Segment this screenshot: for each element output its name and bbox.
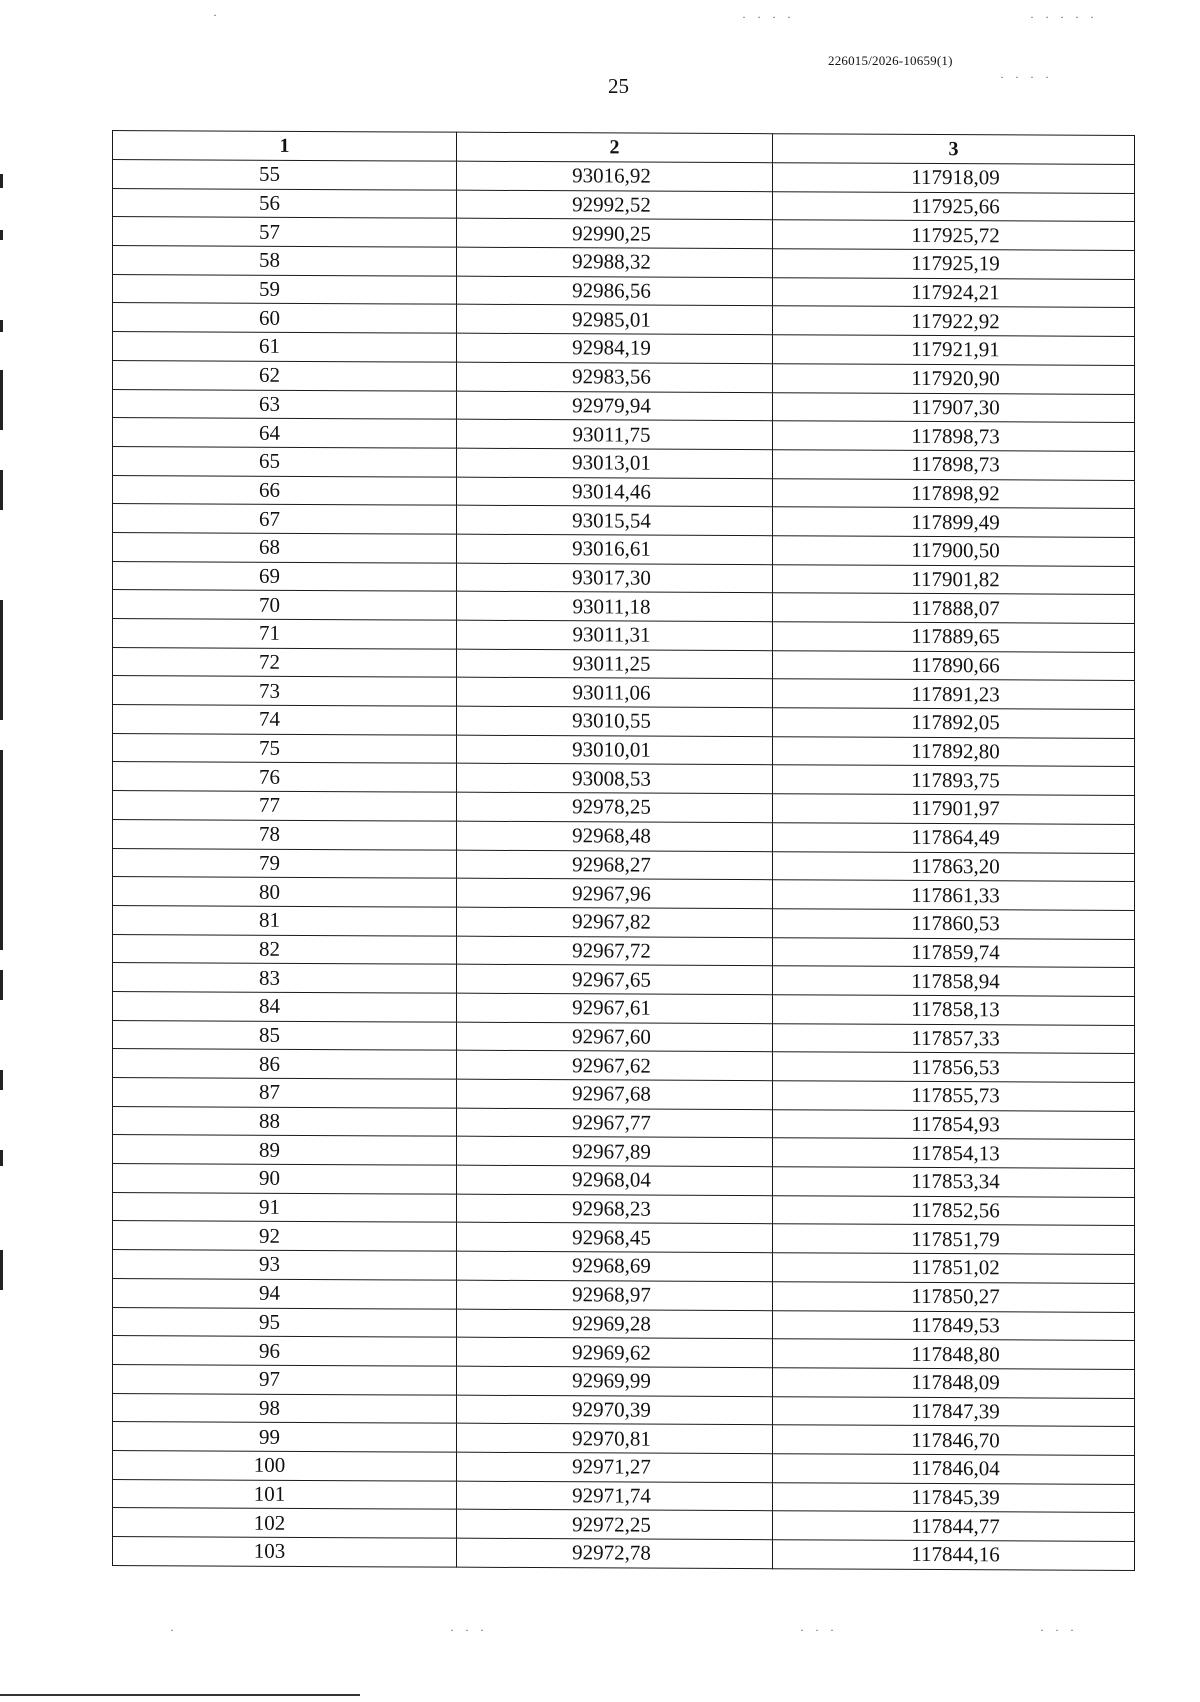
scan-speck: · · · · bbox=[1000, 70, 1053, 84]
y-coordinate-cell: 117848,09 bbox=[773, 1368, 1135, 1398]
y-coordinate-cell: 117892,80 bbox=[773, 736, 1135, 766]
x-coordinate-cell: 92967,60 bbox=[457, 1022, 773, 1052]
y-coordinate-cell: 117849,53 bbox=[773, 1310, 1135, 1340]
y-coordinate-cell: 117920,90 bbox=[773, 364, 1135, 394]
y-coordinate-cell: 117891,23 bbox=[773, 679, 1135, 709]
row-number-cell: 64 bbox=[113, 418, 457, 448]
row-number-cell: 82 bbox=[113, 934, 457, 964]
x-coordinate-cell: 92967,96 bbox=[457, 878, 773, 908]
row-number-cell: 66 bbox=[113, 475, 457, 505]
row-number-cell: 88 bbox=[113, 1106, 457, 1136]
x-coordinate-cell: 93014,46 bbox=[457, 477, 773, 507]
scan-speck: · bbox=[170, 1623, 178, 1637]
scan-speck: · bbox=[213, 8, 221, 22]
x-coordinate-cell: 92967,77 bbox=[457, 1108, 773, 1138]
row-number-cell: 95 bbox=[113, 1307, 457, 1337]
y-coordinate-cell: 117855,73 bbox=[773, 1081, 1135, 1111]
row-number-cell: 67 bbox=[113, 504, 457, 534]
y-coordinate-cell: 117851,02 bbox=[773, 1253, 1135, 1283]
row-number-cell: 90 bbox=[113, 1164, 457, 1194]
x-coordinate-cell: 92992,52 bbox=[457, 190, 773, 220]
x-coordinate-cell: 92969,62 bbox=[457, 1337, 773, 1367]
row-number-cell: 97 bbox=[113, 1364, 457, 1394]
x-coordinate-cell: 93010,55 bbox=[457, 706, 773, 736]
row-number-cell: 68 bbox=[113, 532, 457, 562]
x-coordinate-cell: 92967,62 bbox=[457, 1050, 773, 1080]
scan-speck: · · · bbox=[800, 1623, 838, 1637]
y-coordinate-cell: 117852,56 bbox=[773, 1195, 1135, 1225]
x-coordinate-cell: 93011,18 bbox=[457, 591, 773, 621]
row-number-cell: 80 bbox=[113, 877, 457, 907]
row-number-cell: 65 bbox=[113, 446, 457, 476]
x-coordinate-cell: 92967,72 bbox=[457, 936, 773, 966]
row-number-cell: 60 bbox=[113, 303, 457, 333]
y-coordinate-cell: 117854,13 bbox=[773, 1138, 1135, 1168]
row-number-cell: 73 bbox=[113, 676, 457, 706]
row-number-cell: 70 bbox=[113, 590, 457, 620]
row-number-cell: 56 bbox=[113, 188, 457, 218]
y-coordinate-cell: 117925,72 bbox=[773, 220, 1135, 250]
row-number-cell: 57 bbox=[113, 217, 457, 247]
x-coordinate-cell: 92967,68 bbox=[457, 1079, 773, 1109]
y-coordinate-cell: 117848,80 bbox=[773, 1339, 1135, 1369]
x-coordinate-cell: 92968,69 bbox=[457, 1251, 773, 1281]
y-coordinate-cell: 117890,66 bbox=[773, 650, 1135, 680]
y-coordinate-cell: 117864,49 bbox=[773, 823, 1135, 853]
x-coordinate-cell: 92969,99 bbox=[457, 1366, 773, 1396]
x-coordinate-cell: 92967,89 bbox=[457, 1137, 773, 1167]
x-coordinate-cell: 93017,30 bbox=[457, 563, 773, 593]
scan-speck: · · · · · bbox=[1030, 10, 1098, 24]
row-number-cell: 102 bbox=[113, 1508, 457, 1538]
row-number-cell: 101 bbox=[113, 1479, 457, 1509]
y-coordinate-cell: 117854,93 bbox=[773, 1109, 1135, 1139]
y-coordinate-cell: 117853,34 bbox=[773, 1167, 1135, 1197]
y-coordinate-cell: 117845,39 bbox=[773, 1482, 1135, 1512]
y-coordinate-cell: 117924,21 bbox=[773, 277, 1135, 307]
y-coordinate-cell: 117850,27 bbox=[773, 1282, 1135, 1312]
y-coordinate-cell: 117857,33 bbox=[773, 1023, 1135, 1053]
row-number-cell: 77 bbox=[113, 791, 457, 821]
y-coordinate-cell: 117901,82 bbox=[773, 564, 1135, 594]
y-coordinate-cell: 117888,07 bbox=[773, 593, 1135, 623]
column-header-2: 2 bbox=[457, 132, 773, 163]
x-coordinate-cell: 92972,78 bbox=[457, 1538, 773, 1568]
y-coordinate-cell: 117863,20 bbox=[773, 851, 1135, 881]
y-coordinate-cell: 117893,75 bbox=[773, 765, 1135, 795]
x-coordinate-cell: 92968,27 bbox=[457, 850, 773, 880]
x-coordinate-cell: 92969,28 bbox=[457, 1309, 773, 1339]
column-header-1: 1 bbox=[113, 131, 457, 162]
y-coordinate-cell: 117846,04 bbox=[773, 1454, 1135, 1484]
coordinates-table bbox=[112, 130, 1135, 1571]
y-coordinate-cell: 117898,73 bbox=[773, 450, 1135, 480]
x-coordinate-cell: 92967,61 bbox=[457, 993, 773, 1023]
y-coordinate-cell: 117898,73 bbox=[773, 421, 1135, 451]
x-coordinate-cell: 93015,54 bbox=[457, 505, 773, 535]
x-coordinate-cell: 93011,06 bbox=[457, 678, 773, 708]
x-coordinate-cell: 92968,97 bbox=[457, 1280, 773, 1310]
row-number-cell: 78 bbox=[113, 819, 457, 849]
y-coordinate-cell: 117856,53 bbox=[773, 1052, 1135, 1082]
row-number-cell: 79 bbox=[113, 848, 457, 878]
row-number-cell: 71 bbox=[113, 619, 457, 649]
row-number-cell: 94 bbox=[113, 1278, 457, 1308]
row-number-cell: 86 bbox=[113, 1049, 457, 1079]
row-number-cell: 55 bbox=[113, 160, 457, 190]
y-coordinate-cell: 117922,92 bbox=[773, 306, 1135, 336]
table-row bbox=[113, 1537, 1135, 1571]
x-coordinate-cell: 92972,25 bbox=[457, 1509, 773, 1539]
x-coordinate-cell: 92988,32 bbox=[457, 247, 773, 277]
x-coordinate-cell: 92967,65 bbox=[457, 964, 773, 994]
x-coordinate-cell: 93011,75 bbox=[457, 419, 773, 449]
scan-speck: · · · bbox=[1040, 1623, 1078, 1637]
y-coordinate-cell: 117898,92 bbox=[773, 478, 1135, 508]
x-coordinate-cell: 93013,01 bbox=[457, 448, 773, 478]
x-coordinate-cell: 93008,53 bbox=[457, 764, 773, 794]
x-coordinate-cell: 92970,81 bbox=[457, 1423, 773, 1453]
y-coordinate-cell: 117859,74 bbox=[773, 937, 1135, 967]
y-coordinate-cell: 117925,66 bbox=[773, 191, 1135, 221]
x-coordinate-cell: 92979,94 bbox=[457, 391, 773, 421]
y-coordinate-cell: 117860,53 bbox=[773, 909, 1135, 939]
x-coordinate-cell: 92971,74 bbox=[457, 1481, 773, 1511]
y-coordinate-cell: 117918,09 bbox=[773, 163, 1135, 193]
row-number-cell: 99 bbox=[113, 1422, 457, 1452]
y-coordinate-cell: 117847,39 bbox=[773, 1396, 1135, 1426]
page-number: 25 bbox=[608, 74, 629, 98]
row-number-cell: 62 bbox=[113, 360, 457, 390]
x-coordinate-cell: 92967,82 bbox=[457, 907, 773, 937]
row-number-cell: 85 bbox=[113, 1020, 457, 1050]
x-coordinate-cell: 92978,25 bbox=[457, 792, 773, 822]
scan-bottom-edge bbox=[0, 1694, 1200, 1696]
x-coordinate-cell: 92985,01 bbox=[457, 305, 773, 335]
y-coordinate-cell: 117925,19 bbox=[773, 249, 1135, 279]
y-coordinate-cell: 117844,16 bbox=[773, 1540, 1135, 1570]
x-coordinate-cell: 92983,56 bbox=[457, 362, 773, 392]
x-coordinate-cell: 93016,61 bbox=[457, 534, 773, 564]
x-coordinate-cell: 93011,25 bbox=[457, 649, 773, 679]
column-header-3: 3 bbox=[773, 134, 1135, 165]
row-number-cell: 76 bbox=[113, 762, 457, 792]
y-coordinate-cell: 117899,49 bbox=[773, 507, 1135, 537]
y-coordinate-cell: 117900,50 bbox=[773, 536, 1135, 566]
scan-speck: · · · · bbox=[742, 10, 795, 24]
y-coordinate-cell: 117921,91 bbox=[773, 335, 1135, 365]
x-coordinate-cell: 92968,04 bbox=[457, 1165, 773, 1195]
row-number-cell: 96 bbox=[113, 1336, 457, 1366]
row-number-cell: 69 bbox=[113, 561, 457, 591]
row-number-cell: 59 bbox=[113, 274, 457, 304]
row-number-cell: 98 bbox=[113, 1393, 457, 1423]
document-reference-number: 226015/2026-10659(1) bbox=[828, 53, 953, 68]
row-number-cell: 72 bbox=[113, 647, 457, 677]
y-coordinate-cell: 117846,70 bbox=[773, 1425, 1135, 1455]
x-coordinate-cell: 92971,27 bbox=[457, 1452, 773, 1482]
y-coordinate-cell: 117892,05 bbox=[773, 708, 1135, 738]
row-number-cell: 89 bbox=[113, 1135, 457, 1165]
row-number-cell: 81 bbox=[113, 905, 457, 935]
row-number-cell: 61 bbox=[113, 332, 457, 362]
x-coordinate-cell: 92968,45 bbox=[457, 1223, 773, 1253]
row-number-cell: 103 bbox=[113, 1537, 457, 1567]
row-number-cell: 87 bbox=[113, 1078, 457, 1108]
x-coordinate-cell: 92968,23 bbox=[457, 1194, 773, 1224]
y-coordinate-cell: 117901,97 bbox=[773, 794, 1135, 824]
row-number-cell: 92 bbox=[113, 1221, 457, 1251]
x-coordinate-cell: 93016,92 bbox=[457, 161, 773, 191]
row-number-cell: 58 bbox=[113, 246, 457, 276]
x-coordinate-cell: 92990,25 bbox=[457, 219, 773, 249]
x-coordinate-cell: 93011,31 bbox=[457, 620, 773, 650]
scan-edge-marks bbox=[0, 170, 4, 1310]
y-coordinate-cell: 117889,65 bbox=[773, 622, 1135, 652]
row-number-cell: 83 bbox=[113, 963, 457, 993]
row-number-cell: 75 bbox=[113, 733, 457, 763]
y-coordinate-cell: 117858,94 bbox=[773, 966, 1135, 996]
row-number-cell: 74 bbox=[113, 705, 457, 735]
y-coordinate-cell: 117844,77 bbox=[773, 1511, 1135, 1541]
row-number-cell: 100 bbox=[113, 1450, 457, 1480]
row-number-cell: 91 bbox=[113, 1192, 457, 1222]
x-coordinate-cell: 92970,39 bbox=[457, 1395, 773, 1425]
y-coordinate-cell: 117858,13 bbox=[773, 995, 1135, 1025]
row-number-cell: 84 bbox=[113, 991, 457, 1021]
y-coordinate-cell: 117861,33 bbox=[773, 880, 1135, 910]
x-coordinate-cell: 92986,56 bbox=[457, 276, 773, 306]
y-coordinate-cell: 117851,79 bbox=[773, 1224, 1135, 1254]
row-number-cell: 63 bbox=[113, 389, 457, 419]
scan-speck: · · · bbox=[450, 1623, 488, 1637]
x-coordinate-cell: 93010,01 bbox=[457, 735, 773, 765]
x-coordinate-cell: 92968,48 bbox=[457, 821, 773, 851]
table-body bbox=[113, 160, 1135, 1571]
x-coordinate-cell: 92984,19 bbox=[457, 333, 773, 363]
y-coordinate-cell: 117907,30 bbox=[773, 392, 1135, 422]
row-number-cell: 93 bbox=[113, 1250, 457, 1280]
